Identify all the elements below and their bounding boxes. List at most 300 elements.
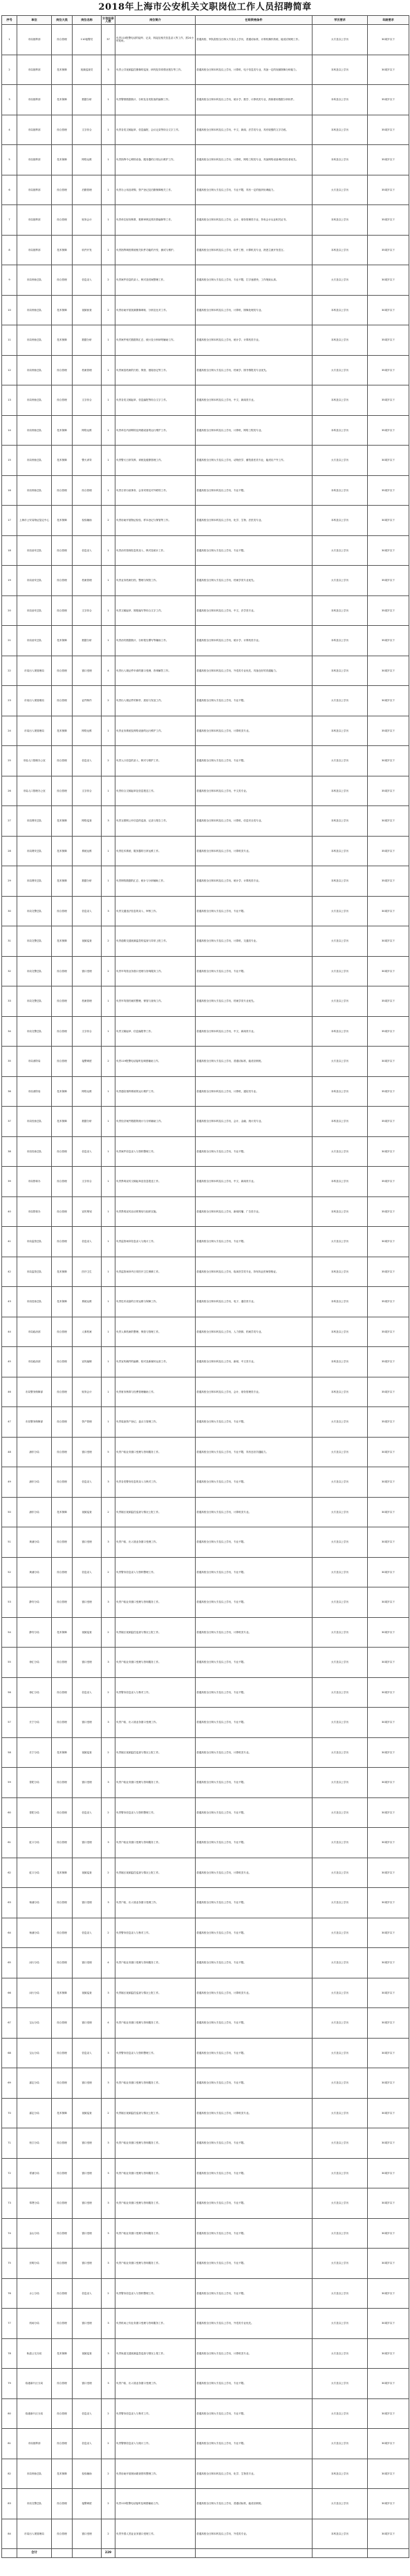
headcount-cell: 1 (102, 1167, 115, 1197)
education-cell: 本科及以上学历 (313, 626, 368, 656)
headcount-cell: 3 (102, 1527, 115, 1558)
table-row (2, 1437, 409, 1467)
education-cell: 大专及以上学历 (313, 1227, 368, 1257)
unit-cell: 市局禁毒办 (17, 1167, 52, 1197)
row-number: 21 (2, 626, 17, 656)
post-name-cell: 数据分析 (73, 1107, 102, 1137)
headcount-cell: 2 (102, 1797, 115, 1828)
requirements-cell: 普通高校全日制本科及以上学历，新闻、中文类专业。 (196, 1347, 313, 1377)
age-cell: 35周岁以下 (368, 776, 409, 806)
post-name-cell: 宣传编辑 (73, 1347, 102, 1377)
age-cell: 35周岁以下 (368, 866, 409, 897)
category-cell: 综合管理 (52, 1047, 73, 1077)
row-number: 70 (2, 2098, 17, 2128)
age-cell: 35周岁以下 (368, 1107, 409, 1137)
headcount-cell: 2 (102, 295, 115, 325)
age-cell: 35周岁以下 (368, 205, 409, 236)
post-description-cell: 负责案件信息录入与资料整理工作。 (115, 1136, 196, 1167)
unit-cell: 市局指挥部 (17, 175, 52, 205)
table-row (2, 656, 409, 686)
row-number: 2 (2, 55, 17, 85)
requirements-cell: 普通高校全日制大专及以上学历，专业不限。 (196, 2188, 313, 2219)
age-cell: 35周岁以下 (368, 1196, 409, 1227)
age-cell: 30周岁以下 (368, 2398, 409, 2429)
table-row (2, 1677, 409, 1708)
table-row (2, 1377, 409, 1407)
unit-cell: 市局刑侦总队 (17, 2459, 52, 2489)
category-cell: 综合管理 (52, 2489, 73, 2519)
post-description-cell: 负责日常行政事务、会务安排及对外联络工作。 (115, 475, 196, 506)
unit-cell: 市局监管总队 (17, 1257, 52, 1287)
table-row (2, 1587, 409, 1618)
post-description-cell: 负责治安管理信息的录入、核对及统计工作。 (115, 535, 196, 566)
table-row (2, 205, 409, 236)
category-cell: 技术保障 (52, 1287, 73, 1317)
table-row (2, 1557, 409, 1587)
table-row (2, 2188, 409, 2219)
unit-cell: 市局交警总队 (17, 1016, 52, 1047)
unit-cell: 奉贤分局 (17, 2188, 52, 2219)
requirements-cell: 普通高校全日制大专及以上学历，专业不限。 (196, 1768, 313, 1798)
table-row (2, 1828, 409, 1858)
age-cell: 35周岁以下 (368, 385, 409, 416)
post-name-cell: 资产管理 (73, 1407, 102, 1438)
age-cell: 30周岁以下 (368, 2309, 409, 2339)
row-number: 58 (2, 1737, 17, 1768)
table-header-row (2, 16, 409, 25)
category-cell: 技术保障 (52, 866, 73, 897)
age-cell: 30周岁以下 (368, 1047, 409, 1077)
table-row (2, 85, 409, 115)
requirements-cell: 普通高校全日制本科及以上学历，计算机、电子信息类专业，具备一定的视频图像分析能力。 (196, 55, 313, 85)
row-number: 33 (2, 986, 17, 1017)
row-number: 1 (2, 25, 17, 55)
category-cell: 综合管理 (52, 205, 73, 236)
headcount-cell: 3 (102, 2158, 115, 2188)
age-cell: 30周岁以下 (368, 1737, 409, 1768)
row-number: 84 (2, 2519, 17, 2549)
table-row (2, 2429, 409, 2459)
headcount-cell: 3 (102, 896, 115, 926)
post-name-cell: 文字综合 (73, 595, 102, 626)
requirements-cell: 普通高校全日制大专及以上学历，专业不限。 (196, 1797, 313, 1828)
education-cell: 大专及以上学历 (313, 1797, 368, 1828)
category-cell: 技术保障 (52, 1076, 73, 1107)
category-cell: 技术保障 (52, 836, 73, 866)
requirements-cell: 普通高校全日制大专及以上学历，普通话标准，能适应倒班。 (196, 1047, 313, 1077)
table-row (2, 956, 409, 986)
education-cell: 大专及以上学历 (313, 1617, 368, 1648)
requirements-cell: 普通高校全日制本科及以上学历，计算机、网络工程类专业。 (196, 415, 313, 446)
category-cell: 技术保障 (52, 415, 73, 446)
category-cell: 综合管理 (52, 1016, 73, 1047)
post-description-cell: 负责户政业务窗口受理与咨询服务工作。 (115, 1648, 196, 1678)
unit-cell: 市局指挥部 (17, 205, 52, 236)
row-number: 42 (2, 1257, 17, 1287)
headcount-cell: 3 (102, 2128, 115, 2159)
post-description-cell: 负责122报警电话接听及调度辅助工作。 (115, 2489, 196, 2519)
age-cell: 30周岁以下 (368, 926, 409, 957)
unit-cell: 闵行分局 (17, 1948, 52, 1978)
requirements-cell: 普通高校全日制本科及以上学历，会计、财务管理类专业。 (196, 1377, 313, 1407)
age-cell: 30周岁以下 (368, 1888, 409, 1918)
age-cell: 35周岁以下 (368, 836, 409, 866)
category-cell: 技术保障 (52, 2459, 73, 2489)
age-cell: 30周岁以下 (368, 656, 409, 686)
post-name-cell: 窗口受理 (73, 1708, 102, 1738)
headcount-cell: 1 (102, 446, 115, 476)
post-name-cell: 信息录入 (73, 1227, 102, 1257)
table-row (2, 1797, 409, 1828)
unit-cell: 松江分局 (17, 2128, 52, 2159)
unit-cell: 水上分局 (17, 2278, 52, 2309)
requirements-cell: 普通高校全日制本科及以上学历，统计学、计算机类专业。 (196, 325, 313, 356)
age-cell: 30周岁以下 (368, 1918, 409, 1948)
category-cell: 技术保障 (52, 506, 73, 536)
headcount-cell: 3 (102, 2249, 115, 2279)
post-name-cell: 信息录入 (73, 1677, 102, 1708)
education-cell: 本科及以上学历 (313, 595, 368, 626)
education-cell: 大专及以上学历 (313, 926, 368, 957)
headcount-cell: 1 (102, 1227, 115, 1257)
post-name-cell: 文字综合 (73, 385, 102, 416)
post-description-cell: 负责道路交通视频监控的巡查与异常上报工作。 (115, 926, 196, 957)
age-cell: 35周岁以下 (368, 1377, 409, 1407)
row-number: 25 (2, 746, 17, 776)
requirements-cell: 普通高校全日制大专及以上学历，专业不限。 (196, 956, 313, 986)
table-row (2, 1287, 409, 1317)
unit-cell: 市局经侦总队 (17, 1136, 52, 1167)
education-cell: 大专及以上学历 (313, 1768, 368, 1798)
table-row (2, 1768, 409, 1798)
row-number: 28 (2, 836, 17, 866)
requirements-cell: 普通高校全日制大专及以上学历，专业不限。 (196, 2249, 313, 2279)
row-number: 8 (2, 235, 17, 265)
requirements-cell: 普通高校全日制本科及以上学历，外语类专业。 (196, 2519, 313, 2549)
age-cell: 30周岁以下 (368, 1648, 409, 1678)
unit-cell: 虹口分局 (17, 1828, 52, 1858)
requirements-cell: 普通高校全日制本科及以上学历，临床医学类专业，持有执业医师资格证。 (196, 1257, 313, 1287)
header-age: 年龄要求 (368, 16, 409, 25)
table-row (2, 145, 409, 175)
post-name-cell: 警犬训导 (73, 446, 102, 476)
requirements-cell: 普通高校全日制大专及以上学历，专业不限。 (196, 1136, 313, 1167)
category-cell: 综合管理 (52, 25, 73, 55)
age-cell: 30周岁以下 (368, 55, 409, 85)
post-description-cell: 负责禁毒宣传文稿起草及信息报送工作。 (115, 1167, 196, 1197)
education-cell: 大专及以上学历 (313, 1737, 368, 1768)
table-row (2, 1167, 409, 1197)
unit-cell: 崇明分局 (17, 2249, 52, 2279)
headcount-cell: 1 (102, 325, 115, 356)
requirements-cell: 普通高校全日制本科及以上学历，中文、新闻类专业。 (196, 1167, 313, 1197)
unit-cell: 市局警务保障部 (17, 1377, 52, 1407)
requirements-cell: 普通高校全日制大专及以上学历，专业不限。 (196, 1527, 313, 1558)
age-cell: 30周岁以下 (368, 1797, 409, 1828)
education-cell: 大专及以上学历 (313, 2489, 368, 2519)
requirements-cell: 普通高校全日制本科及以上学历，统计学、计算机类专业。 (196, 626, 313, 656)
headcount-cell: 1 (102, 175, 115, 205)
requirements-cell: 普通高校全日制大专及以上学历，专业不限。 (196, 1888, 313, 1918)
table-row (2, 1858, 409, 1888)
post-name-cell: 窗口受理 (73, 2519, 102, 2549)
post-name-cell: 网络运维 (73, 716, 102, 746)
requirements-cell: 普通高校全日制大专及以上学历，专业不限，具有一定的组织协调能力。 (196, 175, 313, 205)
education-cell: 大专及以上学历 (313, 1497, 368, 1527)
post-description-cell: 负责出入境证件申请的窗口受理、咨询解答工作。 (115, 656, 196, 686)
unit-cell: 市局刑侦总队 (17, 265, 52, 296)
requirements-cell: 普通高校全日制本科及以上学历，新闻传播、广告类专业。 (196, 1196, 313, 1227)
header-unit: 单位 (17, 16, 52, 25)
unit-cell: 市局出入境管理局 (17, 686, 52, 716)
post-name-cell: 窗口受理 (73, 1828, 102, 1858)
table-row (2, 446, 409, 476)
table-row (2, 1347, 409, 1377)
row-number: 11 (2, 325, 17, 356)
post-name-cell: 文字综合 (73, 776, 102, 806)
post-name-cell: 窗口受理 (73, 2158, 102, 2188)
post-description-cell: 负责指挥调度系统相关软件功能的开发、测试与维护。 (115, 235, 196, 265)
post-name-cell: 窗口受理 (73, 2068, 102, 2099)
header-desc: 岗位简介 (115, 16, 196, 25)
post-description-cell: 负责协助开展物证检验、样本登记与保管等工作。 (115, 506, 196, 536)
requirements-cell: 普通高校全日制大专及以上学历，专业不限，打字速度快，工作细致认真。 (196, 265, 313, 296)
headcount-cell: 3 (102, 806, 115, 837)
row-number: 59 (2, 1768, 17, 1798)
unit-cell: 黄浦分局 (17, 1557, 52, 1587)
unit-cell: 虹口分局 (17, 1858, 52, 1888)
category-cell: 综合管理 (52, 1407, 73, 1438)
row-number: 43 (2, 1287, 17, 1317)
headcount-cell: 1 (102, 776, 115, 806)
table-row (2, 2398, 409, 2429)
row-number: 74 (2, 2218, 17, 2249)
education-cell: 本科及以上学历 (313, 506, 368, 536)
age-cell: 30周岁以下 (368, 2188, 409, 2219)
table-row (2, 535, 409, 566)
category-cell: 综合管理 (52, 1437, 73, 1467)
unit-cell: 徐汇分局 (17, 1648, 52, 1678)
post-description-cell: 负责户政业务窗口受理与咨询服务工作。 (115, 1948, 196, 1978)
unit-cell: 市局治安总队 (17, 626, 52, 656)
post-description-cell: 负责户政业务窗口受理与咨询服务工作。 (115, 2128, 196, 2159)
requirements-cell: 普通高校全日制大专及以上学历，专业不限。 (196, 1828, 313, 1858)
education-cell: 大专及以上学历 (313, 1828, 368, 1858)
headcount-cell: 1 (102, 1107, 115, 1137)
education-cell: 大专及以上学历 (313, 746, 368, 776)
requirements-cell: 普通高校全日制本科及以上学历，计算机、网络工程类专业，具备网络设备调试经验者优先。 (196, 145, 313, 175)
post-name-cell: 窗口受理 (73, 1527, 102, 1558)
post-name-cell: 信息录入 (73, 896, 102, 926)
post-description-cell: 负责监管场所内日常医疗卫生保障工作。 (115, 1257, 196, 1287)
category-cell: 技术保障 (52, 716, 73, 746)
headcount-cell: 3 (102, 2309, 115, 2339)
category-cell: 综合管理 (52, 535, 73, 566)
headcount-cell: 37 (102, 25, 115, 55)
row-number: 38 (2, 1136, 17, 1167)
unit-cell: 宝山分局 (17, 2038, 52, 2068)
headcount-cell: 1 (102, 235, 115, 265)
category-cell: 技术保障 (52, 1497, 73, 1527)
category-cell: 综合管理 (52, 1196, 73, 1227)
headcount-cell: 3 (102, 1888, 115, 1918)
category-cell: 综合管理 (52, 175, 73, 205)
unit-cell: 市局刑侦总队 (17, 295, 52, 325)
headcount-cell: 2 (102, 1918, 115, 1948)
age-cell: 35周岁以下 (368, 355, 409, 385)
requirements-cell: 普通高校全日制本科及以上学历，中文、法学类专业。 (196, 595, 313, 626)
requirements-cell: 普通高校全日制大专及以上学历，专业不限。 (196, 2008, 313, 2039)
row-number: 10 (2, 295, 17, 325)
education-cell: 本科及以上学历 (313, 385, 368, 416)
row-number: 46 (2, 1377, 17, 1407)
headcount-cell: 2 (102, 2398, 115, 2429)
education-cell: 大专及以上学历 (313, 175, 368, 205)
category-cell: 综合管理 (52, 1948, 73, 1978)
category-cell: 技术保障 (52, 626, 73, 656)
unit-cell: 市局消防局 (17, 1076, 52, 1107)
education-cell: 本科及以上学历 (313, 85, 368, 115)
post-description-cell: 负责辖区视频监控巡查与情况上报工作。 (115, 2098, 196, 2128)
education-cell: 大专及以上学历 (313, 2338, 368, 2369)
requirements-cell: 普通高校全日制大专及以上学历，专业不限。 (196, 2158, 313, 2188)
row-number: 51 (2, 1527, 17, 1558)
unit-cell: 市局人口管理办公室 (17, 746, 52, 776)
post-name-cell: 视频巡查 (73, 1617, 102, 1648)
age-cell: 35周岁以下 (368, 595, 409, 626)
education-cell: 大专及以上学历 (313, 1858, 368, 1888)
unit-cell: 闵行分局 (17, 1978, 52, 2008)
education-cell: 大专及以上学历 (313, 265, 368, 296)
unit-cell: 市局交警总队 (17, 2489, 52, 2519)
post-description-cell: 负责外国人签证业务窗口受理工作。 (115, 2519, 196, 2549)
post-description-cell: 负责户政业务窗口受理与咨询服务工作。 (115, 2158, 196, 2188)
post-name-cell: 信息录入 (73, 1557, 102, 1587)
post-name-cell: 系统运维 (73, 836, 102, 866)
education-cell: 本科及以上学历 (313, 1016, 368, 1047)
post-description-cell: 负责公共视频监控图像的巡查、研判及异常情况报告等工作。 (115, 55, 196, 85)
post-name-cell: 人事档案 (73, 1317, 102, 1347)
education-cell: 大专及以上学历 (313, 1557, 368, 1587)
education-cell: 大专及以上学历 (313, 2158, 368, 2188)
education-cell: 大专及以上学历 (313, 2278, 368, 2309)
post-name-cell: 窗口受理 (73, 1768, 102, 1798)
row-number: 20 (2, 595, 17, 626)
post-name-cell: 检验辅助 (73, 2459, 102, 2489)
requirements-cell: 普通高校全日制大专及以上学历，专业不限。 (196, 2398, 313, 2429)
post-description-cell: 负责各类文稿起草、信息编报、会议记录等综合文字工作。 (115, 115, 196, 145)
unit-cell: 黄浦分局 (17, 1527, 52, 1558)
table-row (2, 2309, 409, 2339)
row-number: 52 (2, 1557, 17, 1587)
table-row (2, 595, 409, 626)
table-row (2, 1196, 409, 1227)
post-description-cell: 负责车驾管业务窗口受理与咨询服务工作。 (115, 956, 196, 986)
row-number: 62 (2, 1858, 17, 1888)
requirements-cell: 普通高校全日制本科及以上学历，计算机、信息安全类专业。 (196, 806, 313, 837)
post-name-cell: 软件开发 (73, 235, 102, 265)
unit-cell: 长宁分局 (17, 1737, 52, 1768)
requirements-cell: 普通高校全日制大专及以上学历，外语类专业优先。 (196, 2309, 313, 2339)
education-cell: 大专及以上学历 (313, 1677, 368, 1708)
row-number: 22 (2, 656, 17, 686)
table-row (2, 1257, 409, 1287)
education-cell: 本科及以上学历 (313, 1196, 368, 1227)
table-row (2, 355, 409, 385)
category-cell: 综合管理 (52, 355, 73, 385)
headcount-cell: 1 (102, 1347, 115, 1377)
table-row (2, 115, 409, 145)
age-cell: 30周岁以下 (368, 1587, 409, 1618)
row-number: 41 (2, 1227, 17, 1257)
requirements-cell: 普通高校全日制本科及以上学历，计算机类专业。 (196, 836, 313, 866)
post-description-cell: 负责辖区视频监控巡查与情况上报工作。 (115, 1978, 196, 2008)
headcount-cell: 3 (102, 1708, 115, 1738)
post-description-cell: 负责互联网公开信息的巡查、记录与报告工作。 (115, 806, 196, 837)
education-cell: 大专及以上学历 (313, 1136, 368, 1167)
unit-cell: 轨道公交分局 (17, 2338, 52, 2369)
education-cell: 大专及以上学历 (313, 2398, 368, 2429)
post-name-cell: 医疗卫生 (73, 1257, 102, 1287)
age-cell: 30周岁以下 (368, 686, 409, 716)
unit-cell: 市局监管总队 (17, 1227, 52, 1257)
category-cell: 综合管理 (52, 595, 73, 626)
headcount-cell: 3 (102, 1467, 115, 1498)
education-cell: 本科及以上学历 (313, 836, 368, 866)
table-row (2, 1016, 409, 1047)
post-description-cell: 负责警务信息录入与资料整理工作。 (115, 2278, 196, 2309)
education-cell: 本科及以上学历 (313, 716, 368, 746)
post-name-cell: 窗口受理 (73, 2309, 102, 2339)
age-cell: 30周岁以下 (368, 1978, 409, 2008)
post-name-cell: 窗口受理 (73, 656, 102, 686)
age-cell: 35周岁以下 (368, 1016, 409, 1047)
post-name-cell: 视频巡查员 (73, 55, 102, 85)
headcount-cell: 1 (102, 1377, 115, 1407)
unit-cell: 嘉定分局 (17, 2068, 52, 2099)
category-cell: 综合管理 (52, 1918, 73, 1948)
table-row (2, 566, 409, 596)
unit-cell: 市局刑侦总队 (17, 355, 52, 385)
education-cell: 大专及以上学历 (313, 686, 368, 716)
requirements-cell: 普通高校全日制本科及以上学历，外语类专业优先，具备良好的沟通能力。 (196, 656, 313, 686)
requirements-cell: 普通高校全日制大专及以上学历，专业不限。 (196, 1677, 313, 1708)
education-cell: 大专及以上学历 (313, 2309, 368, 2339)
table-row (2, 836, 409, 866)
post-description-cell: 负责单位内部网络及终端设备的运行维护工作。 (115, 415, 196, 446)
education-cell: 大专及以上学历 (313, 566, 368, 596)
education-cell: 大专及以上学历 (313, 1437, 368, 1467)
category-cell: 综合管理 (52, 1677, 73, 1708)
unit-cell: 市局交警总队 (17, 926, 52, 957)
category-cell: 综合管理 (52, 1467, 73, 1498)
header-no: 序号 (2, 16, 17, 25)
post-description-cell: 负责警务信息录入与资料整理工作。 (115, 1557, 196, 1587)
age-cell: 35周岁以下 (368, 986, 409, 1017)
category-cell: 综合管理 (52, 2158, 73, 2188)
post-name-cell: 窗口受理 (73, 2369, 102, 2399)
education-cell: 本科及以上学历 (313, 475, 368, 506)
category-cell: 技术保障 (52, 295, 73, 325)
post-name-cell: 窗口受理 (73, 1437, 102, 1467)
post-name-cell: 财务会计 (73, 205, 102, 236)
post-name-cell: 窗口受理 (73, 1948, 102, 1978)
post-name-cell: 视频巡查 (73, 926, 102, 957)
row-number: 9 (2, 265, 17, 296)
post-name-cell: 视频巡查 (73, 1978, 102, 2008)
requirements-cell: 普通高校、军队院校全日制大专及以上学历，普通话标准，计算机操作熟练，能适应倒班工作。 (196, 25, 313, 55)
education-cell: 大专及以上学历 (313, 446, 368, 476)
